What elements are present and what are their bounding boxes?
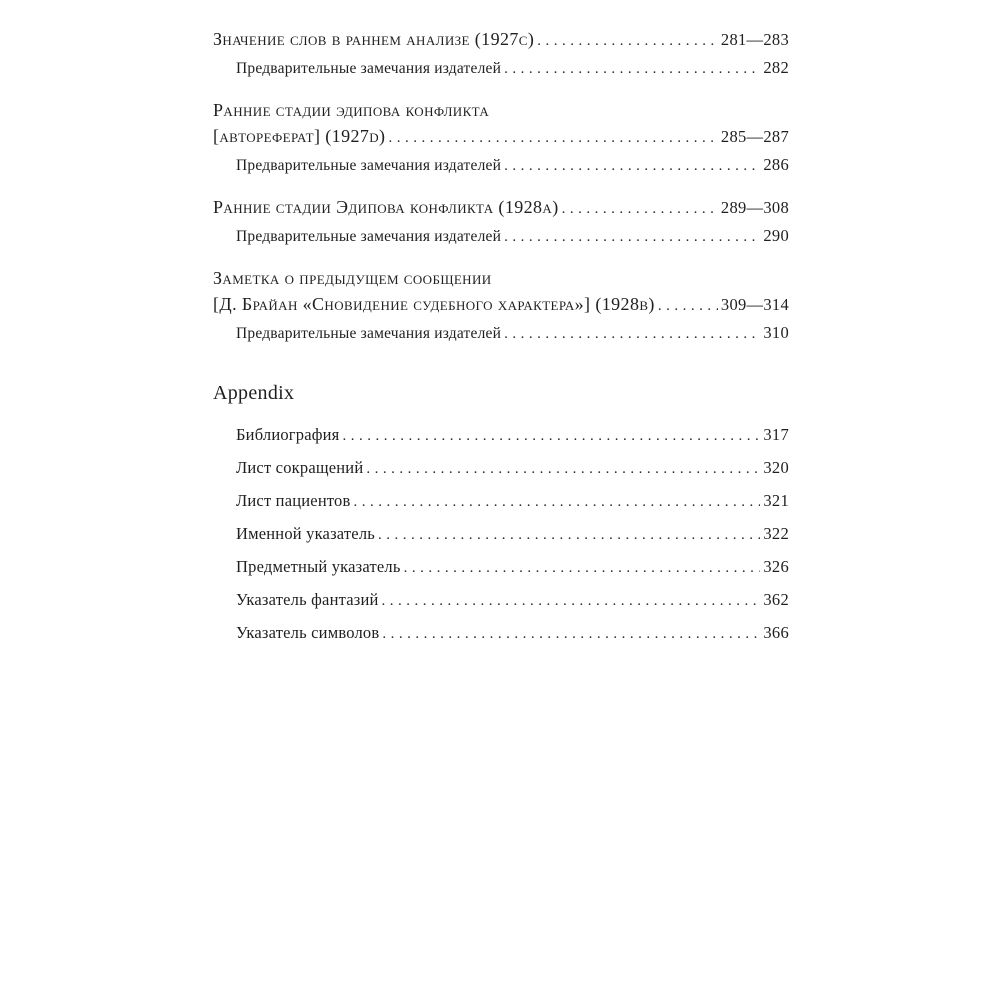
dot-leader	[342, 420, 760, 452]
dot-leader	[366, 453, 760, 485]
toc-subentry-row	[213, 57, 789, 80]
appendix-heading: Appendix	[213, 382, 295, 404]
appendix-item-page: 362	[763, 590, 789, 609]
dot-leader	[388, 125, 717, 151]
appendix-item-page: 326	[763, 557, 789, 576]
toc-entry-row	[213, 97, 789, 123]
appendix-item-page: 320	[763, 458, 789, 477]
dot-leader	[562, 196, 718, 222]
dot-leader	[504, 155, 760, 177]
dot-leader	[404, 552, 761, 584]
appendix-item	[213, 419, 789, 452]
appendix-item-label: Указатель фантазий	[236, 590, 379, 609]
dot-leader	[504, 226, 760, 248]
appendix-item	[213, 584, 789, 617]
table-of-contents	[213, 26, 789, 650]
toc-entry-title: Ранние стадии Эдипова конфликта (1928a)	[213, 197, 559, 217]
dot-leader	[537, 28, 718, 54]
toc-subentry-page: 286	[763, 155, 789, 174]
toc-entry-title-line2: [автореферат] (1927d)	[213, 126, 386, 146]
appendix-item-label: Лист пациентов	[236, 491, 351, 510]
appendix-item-label: Лист сокращений	[236, 458, 364, 477]
dot-leader	[504, 58, 760, 80]
toc-entry-row	[213, 123, 789, 151]
appendix-item-page: 366	[763, 623, 789, 642]
appendix-section	[213, 379, 789, 650]
appendix-item	[213, 485, 789, 518]
toc-subentry-page: 310	[763, 323, 789, 342]
toc-subentry-row	[213, 322, 789, 345]
dot-leader	[382, 585, 761, 617]
toc-entry-pages: 281—283	[720, 30, 789, 49]
appendix-item-label: Предметный указатель	[236, 557, 401, 576]
toc-subentry-label: Предварительные замечания издателей	[236, 325, 502, 342]
toc-subentry-label: Предварительные замечания издателей	[236, 60, 502, 77]
toc-entry-title-line2: [Д. Брайан «Сновидение судебного характера»] (1928b)	[213, 294, 655, 314]
toc-subentry-label: Предварительные замечания издателей	[236, 157, 502, 174]
appendix-item-label: Указатель символов	[236, 623, 380, 642]
toc-entry-row	[213, 265, 789, 291]
appendix-item-page: 322	[763, 524, 789, 543]
appendix-item-label: Именной указатель	[236, 524, 375, 543]
toc-entry-row	[213, 194, 789, 222]
appendix-item-page: 317	[763, 425, 789, 444]
toc-subentry-row	[213, 225, 789, 248]
toc-subentry-label: Предварительные замечания издателей	[236, 228, 502, 245]
toc-entry	[213, 265, 789, 345]
toc-subentry-page: 282	[763, 58, 789, 77]
dot-leader	[658, 293, 718, 319]
appendix-item	[213, 518, 789, 551]
toc-entry	[213, 97, 789, 177]
toc-entry	[213, 194, 789, 248]
toc-entry-pages: 309—314	[720, 295, 789, 314]
toc-entry-title-line1: Заметка о предыдущем сообщении	[213, 268, 492, 288]
appendix-item-page: 321	[763, 491, 789, 510]
toc-entry	[213, 26, 789, 80]
appendix-item	[213, 551, 789, 584]
toc-entry-pages: 289—308	[720, 198, 789, 217]
toc-subentry-page: 290	[763, 226, 789, 245]
dot-leader	[504, 323, 760, 345]
toc-subentry-row	[213, 154, 789, 177]
toc-entry-pages: 285—287	[720, 127, 789, 146]
dot-leader	[353, 486, 760, 518]
dot-leader	[382, 618, 760, 650]
toc-entry-row	[213, 26, 789, 54]
toc-entry-title: Значение слов в раннем анализе (1927c)	[213, 29, 535, 49]
appendix-item	[213, 617, 789, 650]
toc-entry-title-line1: Ранние стадии эдипова конфликта	[213, 100, 490, 120]
dot-leader	[378, 519, 760, 551]
toc-entry-row	[213, 291, 789, 319]
appendix-item	[213, 452, 789, 485]
appendix-item-label: Библиография	[236, 425, 340, 444]
